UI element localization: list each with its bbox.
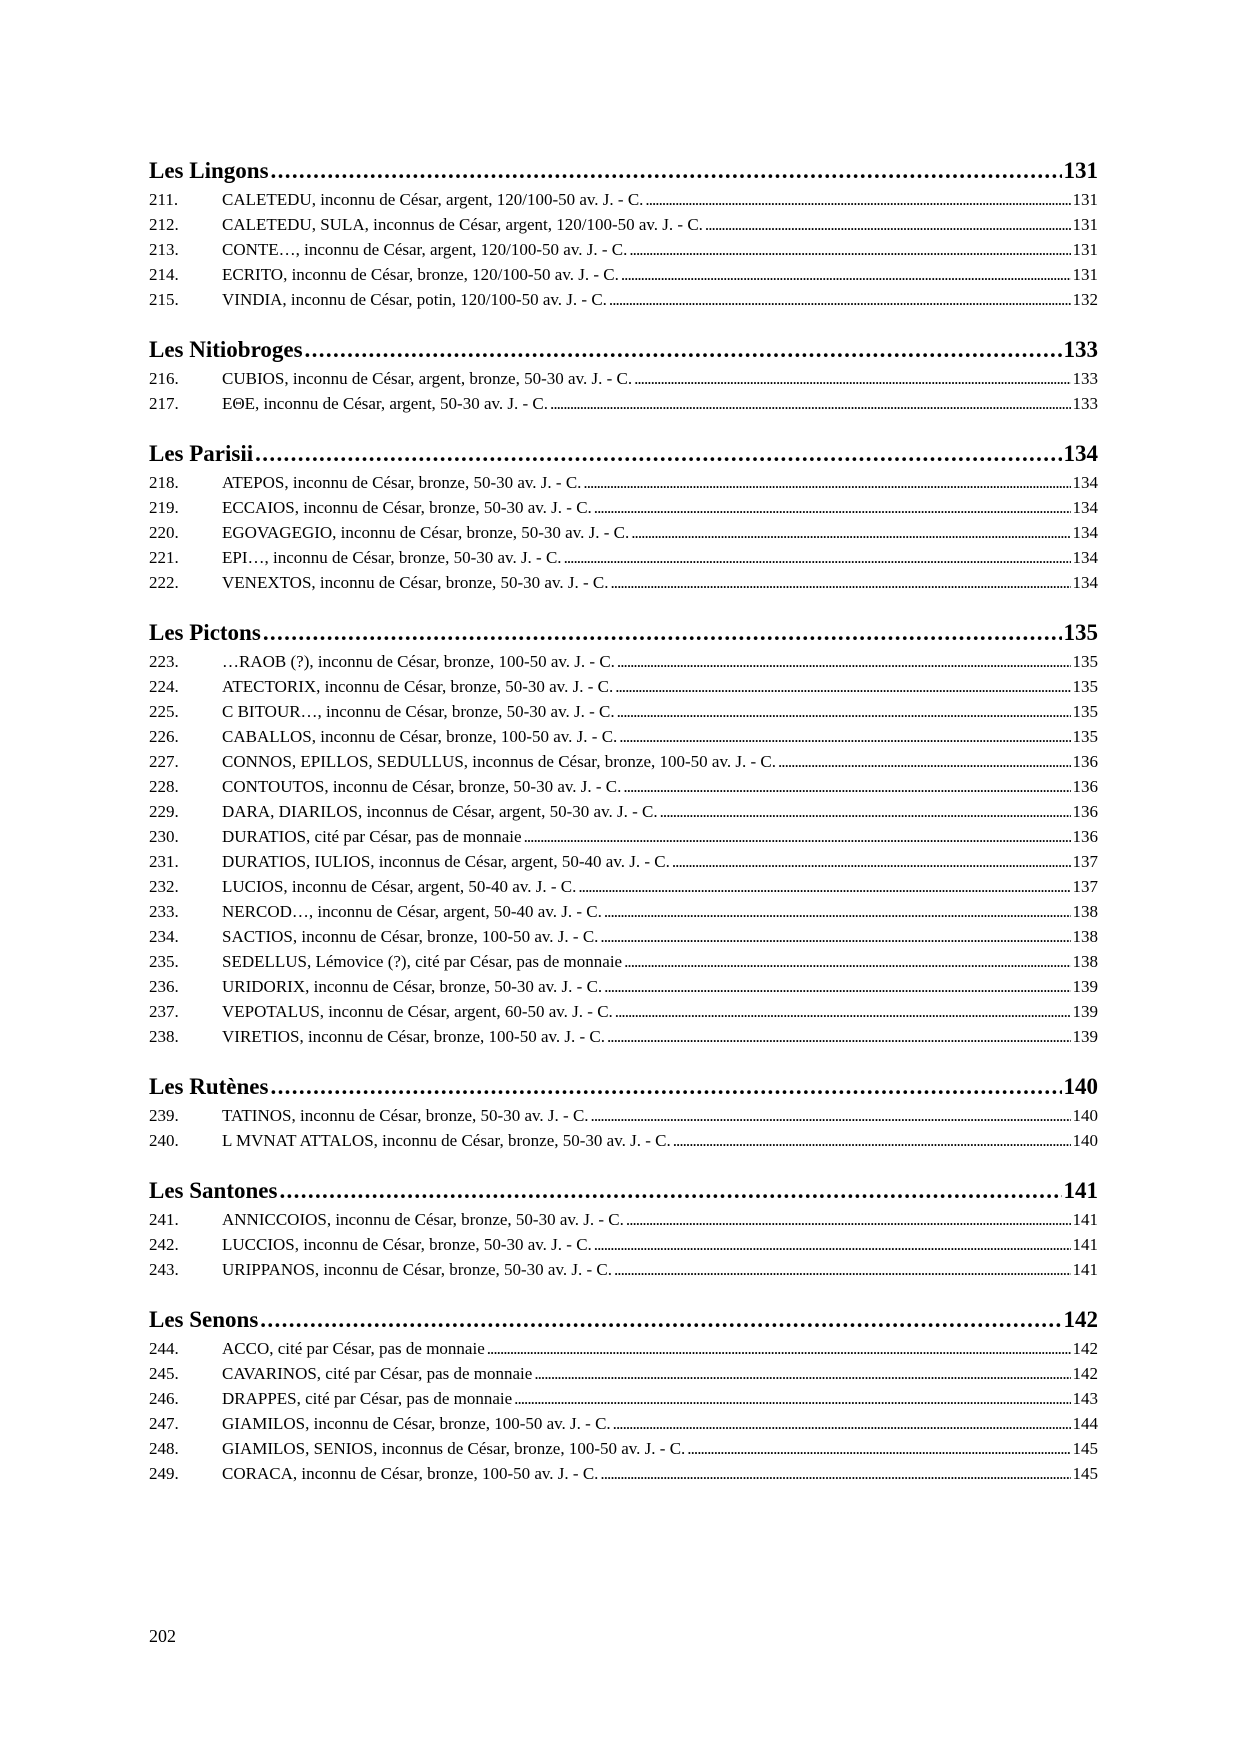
toc-section bbox=[149, 616, 1098, 1049]
entry-number: 222. bbox=[149, 573, 179, 592]
toc-entry[interactable] bbox=[149, 212, 1098, 237]
dot-leader bbox=[617, 699, 1071, 724]
section-heading[interactable] bbox=[149, 333, 1098, 366]
entry-page-number: 134 bbox=[1072, 573, 1098, 592]
entry-page-number: 145 bbox=[1072, 1464, 1098, 1483]
entry-page-number: 139 bbox=[1072, 977, 1098, 996]
entry-page-number: 136 bbox=[1072, 827, 1098, 846]
dot-leader bbox=[271, 154, 1062, 187]
entry-title: DURATIOS, IULIOS, inconnus de César, argent, 50-40 av. J. - C. bbox=[222, 852, 670, 871]
entry-title: VIRETIOS, inconnu de César, bronze, 100-50 av. J. - C. bbox=[222, 1027, 605, 1046]
entry-title: DARA, DIARILOS, inconnus de César, argent, 50-30 av. J. - C. bbox=[222, 802, 658, 821]
entry-title: DURATIOS, cité par César, pas de monnaie bbox=[222, 827, 522, 846]
entry-title: ACCO, cité par César, pas de monnaie bbox=[222, 1339, 485, 1358]
entry-title: CALETEDU, inconnu de César, argent, 120/100-50 av. J. - C. bbox=[222, 190, 644, 209]
entry-number: 216. bbox=[149, 369, 179, 388]
entry-page-number: 136 bbox=[1072, 777, 1098, 796]
entry-title: URIPPANOS, inconnu de César, bronze, 50-30 av. J. - C. bbox=[222, 1260, 612, 1279]
entry-number: 231. bbox=[149, 852, 179, 871]
entry-page-number: 135 bbox=[1072, 677, 1098, 696]
section-title: Les Parisii bbox=[149, 441, 254, 466]
dot-leader bbox=[600, 1461, 1070, 1486]
dot-leader bbox=[615, 674, 1070, 699]
entry-title: VINDIA, inconnu de César, potin, 120/100-50 av. J. - C. bbox=[222, 290, 607, 309]
section-heading[interactable] bbox=[149, 437, 1098, 470]
toc-section bbox=[149, 1303, 1098, 1486]
entry-page-number: 131 bbox=[1072, 215, 1098, 234]
entry-title: SEDELLUS, Lémovice (?), cité par César, pas de monnaie bbox=[222, 952, 623, 971]
section-page-number: 142 bbox=[1063, 1307, 1098, 1332]
entry-page-number: 133 bbox=[1072, 394, 1098, 413]
dot-leader bbox=[600, 924, 1070, 949]
dot-leader bbox=[621, 262, 1071, 287]
entry-number: 223. bbox=[149, 652, 179, 671]
dot-leader bbox=[514, 1386, 1070, 1411]
toc-entry[interactable] bbox=[149, 949, 1098, 974]
dot-leader bbox=[534, 1361, 1070, 1386]
entry-page-number: 136 bbox=[1072, 802, 1098, 821]
dot-leader bbox=[610, 570, 1070, 595]
toc-entry[interactable] bbox=[149, 749, 1098, 774]
section-page-number: 134 bbox=[1063, 441, 1098, 466]
entry-number: 218. bbox=[149, 473, 179, 492]
dot-leader bbox=[550, 391, 1070, 416]
entry-number: 214. bbox=[149, 265, 179, 284]
toc-entry[interactable] bbox=[149, 391, 1098, 416]
entry-page-number: 135 bbox=[1072, 652, 1098, 671]
toc-entry[interactable] bbox=[149, 899, 1098, 924]
entry-title: CONNOS, EPILLOS, SEDULLUS, inconnus de César, bronze, 100-50 av. J. - C. bbox=[222, 752, 776, 771]
dot-leader bbox=[672, 849, 1071, 874]
entry-title: VEPOTALUS, inconnu de César, argent, 60-50 av. J. - C. bbox=[222, 1002, 613, 1021]
entry-number: 230. bbox=[149, 827, 179, 846]
entry-page-number: 139 bbox=[1072, 1027, 1098, 1046]
entry-number: 229. bbox=[149, 802, 179, 821]
toc-entry[interactable] bbox=[149, 1336, 1098, 1361]
entry-title: L MVNAT ATTALOS, inconnu de César, bronze, 50-30 av. J. - C. bbox=[222, 1131, 671, 1150]
dot-leader bbox=[607, 1024, 1071, 1049]
entry-title: VENEXTOS, inconnu de César, bronze, 50-30 av. J. - C. bbox=[222, 573, 609, 592]
entry-number: 219. bbox=[149, 498, 179, 517]
entry-page-number: 131 bbox=[1072, 190, 1098, 209]
toc-entry[interactable] bbox=[149, 262, 1098, 287]
dot-leader bbox=[615, 999, 1071, 1024]
dot-leader bbox=[487, 1336, 1071, 1361]
dot-leader bbox=[594, 495, 1071, 520]
toc-entry[interactable] bbox=[149, 495, 1098, 520]
entry-page-number: 131 bbox=[1072, 265, 1098, 284]
entry-title: C BITOUR…, inconnu de César, bronze, 50-30 av. J. - C. bbox=[222, 702, 615, 721]
entry-title: EPI…, inconnu de César, bronze, 50-30 av. J. - C. bbox=[222, 548, 562, 567]
entry-title: CABALLOS, inconnu de César, bronze, 100-50 av. J. - C. bbox=[222, 727, 618, 746]
toc-section bbox=[149, 437, 1098, 595]
entry-number: 211. bbox=[149, 190, 179, 209]
toc-entry[interactable] bbox=[149, 799, 1098, 824]
toc-section bbox=[149, 333, 1098, 416]
toc-entry[interactable] bbox=[149, 824, 1098, 849]
entry-page-number: 141 bbox=[1072, 1260, 1098, 1279]
dot-leader bbox=[631, 520, 1070, 545]
entry-number: 217. bbox=[149, 394, 179, 413]
entry-page-number: 138 bbox=[1072, 902, 1098, 921]
dot-leader bbox=[594, 1232, 1071, 1257]
section-page-number: 135 bbox=[1063, 620, 1098, 645]
entry-title: NERCOD…, inconnu de César, argent, 50-40 av. J. - C. bbox=[222, 902, 602, 921]
entry-title: LUCIOS, inconnu de César, argent, 50-40 av. J. - C. bbox=[222, 877, 577, 896]
toc-section bbox=[149, 154, 1098, 312]
entry-page-number: 131 bbox=[1072, 240, 1098, 259]
entry-number: 215. bbox=[149, 290, 179, 309]
toc-entry[interactable] bbox=[149, 1386, 1098, 1411]
section-page-number: 133 bbox=[1063, 337, 1098, 362]
dot-leader bbox=[778, 749, 1071, 774]
toc-entry[interactable] bbox=[149, 187, 1098, 212]
toc-entry[interactable] bbox=[149, 1232, 1098, 1257]
entry-number: 238. bbox=[149, 1027, 179, 1046]
entry-title: CONTE…, inconnu de César, argent, 120/100-50 av. J. - C. bbox=[222, 240, 628, 259]
toc-entry[interactable] bbox=[149, 1257, 1098, 1282]
entry-title: URIDORIX, inconnu de César, bronze, 50-30 av. J. - C. bbox=[222, 977, 603, 996]
entry-title: TATINOS, inconnu de César, bronze, 50-30 av. J. - C. bbox=[222, 1106, 589, 1125]
entry-page-number: 134 bbox=[1072, 523, 1098, 542]
entry-page-number: 133 bbox=[1072, 369, 1098, 388]
entry-title: CORACA, inconnu de César, bronze, 100-50 av. J. - C. bbox=[222, 1464, 599, 1483]
entry-page-number: 142 bbox=[1072, 1339, 1098, 1358]
section-heading[interactable] bbox=[149, 154, 1098, 187]
entry-title: ECRITO, inconnu de César, bronze, 120/100-50 av. J. - C. bbox=[222, 265, 619, 284]
entry-number: 221. bbox=[149, 548, 179, 567]
toc-entry[interactable] bbox=[149, 1411, 1098, 1436]
entry-title: GIAMILOS, inconnu de César, bronze, 100-50 av. J. - C. bbox=[222, 1414, 611, 1433]
entry-title: LUCCIOS, inconnu de César, bronze, 50-30 av. J. - C. bbox=[222, 1235, 592, 1254]
toc-entry[interactable] bbox=[149, 366, 1098, 391]
toc-entry[interactable] bbox=[149, 1024, 1098, 1049]
dot-leader bbox=[564, 545, 1071, 570]
entry-number: 213. bbox=[149, 240, 179, 259]
dot-leader bbox=[614, 1257, 1071, 1282]
toc-entry[interactable] bbox=[149, 545, 1098, 570]
dot-leader bbox=[705, 212, 1071, 237]
entry-number: 235. bbox=[149, 952, 179, 971]
section-heading[interactable] bbox=[149, 1070, 1098, 1103]
entry-page-number: 137 bbox=[1072, 852, 1098, 871]
toc-entry[interactable] bbox=[149, 849, 1098, 874]
section-title: Les Nitiobroges bbox=[149, 337, 303, 362]
entry-page-number: 141 bbox=[1072, 1210, 1098, 1229]
entry-page-number: 142 bbox=[1072, 1364, 1098, 1383]
toc-section bbox=[149, 1174, 1098, 1282]
entry-page-number: 140 bbox=[1072, 1106, 1098, 1125]
dot-leader bbox=[604, 974, 1070, 999]
entry-number: 241. bbox=[149, 1210, 179, 1229]
section-title: Les Santones bbox=[149, 1178, 278, 1203]
dot-leader bbox=[673, 1128, 1071, 1153]
entry-number: 244. bbox=[149, 1339, 179, 1358]
toc-entry[interactable] bbox=[149, 1361, 1098, 1386]
toc-entry[interactable] bbox=[149, 470, 1098, 495]
dot-leader bbox=[623, 774, 1070, 799]
entry-page-number: 135 bbox=[1072, 702, 1098, 721]
entry-number: 232. bbox=[149, 877, 179, 896]
toc-entry[interactable] bbox=[149, 924, 1098, 949]
toc-entry[interactable] bbox=[149, 774, 1098, 799]
section-title: Les Rutènes bbox=[149, 1074, 269, 1099]
entry-page-number: 135 bbox=[1072, 727, 1098, 746]
dot-leader bbox=[578, 874, 1070, 899]
toc-entry[interactable] bbox=[149, 520, 1098, 545]
entry-page-number: 136 bbox=[1072, 752, 1098, 771]
dot-leader bbox=[624, 949, 1070, 974]
toc-entry[interactable] bbox=[149, 237, 1098, 262]
entry-number: 236. bbox=[149, 977, 179, 996]
entry-page-number: 138 bbox=[1072, 927, 1098, 946]
entry-title: CAVARINOS, cité par César, pas de monnaie bbox=[222, 1364, 533, 1383]
toc-entry[interactable] bbox=[149, 570, 1098, 595]
entry-page-number: 143 bbox=[1072, 1389, 1098, 1408]
entry-number: 237. bbox=[149, 1002, 179, 1021]
section-page-number: 131 bbox=[1063, 158, 1098, 183]
entry-number: 225. bbox=[149, 702, 179, 721]
table-of-contents bbox=[149, 154, 1098, 1507]
entry-number: 233. bbox=[149, 902, 179, 921]
entry-page-number: 144 bbox=[1072, 1414, 1098, 1433]
entry-title: EΘE, inconnu de César, argent, 50-30 av. J. - C. bbox=[222, 394, 549, 413]
entry-page-number: 132 bbox=[1072, 290, 1098, 309]
entry-page-number: 139 bbox=[1072, 1002, 1098, 1021]
dot-leader bbox=[613, 1411, 1071, 1436]
entry-page-number: 137 bbox=[1072, 877, 1098, 896]
toc-entry[interactable] bbox=[149, 1128, 1098, 1153]
section-page-number: 141 bbox=[1063, 1178, 1098, 1203]
toc-entry[interactable] bbox=[149, 1207, 1098, 1232]
toc-entry[interactable] bbox=[149, 1461, 1098, 1486]
entry-number: 212. bbox=[149, 215, 179, 234]
entry-number: 246. bbox=[149, 1389, 179, 1408]
entry-number: 234. bbox=[149, 927, 179, 946]
dot-leader bbox=[626, 1207, 1071, 1232]
entry-title: EGOVAGEGIO, inconnu de César, bronze, 50-30 av. J. - C. bbox=[222, 523, 630, 542]
entry-number: 239. bbox=[149, 1106, 179, 1125]
toc-entry[interactable] bbox=[149, 1103, 1098, 1128]
entry-page-number: 138 bbox=[1072, 952, 1098, 971]
entry-number: 224. bbox=[149, 677, 179, 696]
entry-page-number: 134 bbox=[1072, 548, 1098, 567]
section-heading[interactable] bbox=[149, 616, 1098, 649]
entry-page-number: 141 bbox=[1072, 1235, 1098, 1254]
toc-entry[interactable] bbox=[149, 649, 1098, 674]
entry-number: 247. bbox=[149, 1414, 179, 1433]
dot-leader bbox=[660, 799, 1071, 824]
entry-title: DRAPPES, cité par César, pas de monnaie bbox=[222, 1389, 513, 1408]
dot-leader bbox=[255, 437, 1061, 470]
section-page-number: 140 bbox=[1063, 1074, 1098, 1099]
entry-title: ANNICCOIOS, inconnu de César, bronze, 50-30 av. J. - C. bbox=[222, 1210, 624, 1229]
entry-title: GIAMILOS, SENIOS, inconnus de César, bronze, 100-50 av. J. - C. bbox=[222, 1439, 686, 1458]
dot-leader bbox=[305, 333, 1062, 366]
entry-number: 242. bbox=[149, 1235, 179, 1254]
entry-number: 249. bbox=[149, 1464, 179, 1483]
entry-number: 248. bbox=[149, 1439, 179, 1458]
entry-number: 243. bbox=[149, 1260, 179, 1279]
entry-title: ECCAIOS, inconnu de César, bronze, 50-30 av. J. - C. bbox=[222, 498, 592, 517]
toc-entry[interactable] bbox=[149, 999, 1098, 1024]
entry-title: ATEPOS, inconnu de César, bronze, 50-30 av. J. - C. bbox=[222, 473, 582, 492]
entry-title: CONTOUTOS, inconnu de César, bronze, 50-30 av. J. - C. bbox=[222, 777, 622, 796]
section-title: Les Lingons bbox=[149, 158, 269, 183]
entry-page-number: 140 bbox=[1072, 1131, 1098, 1150]
entry-page-number: 134 bbox=[1072, 498, 1098, 517]
dot-leader bbox=[583, 470, 1070, 495]
dot-leader bbox=[645, 187, 1070, 212]
entry-page-number: 134 bbox=[1072, 473, 1098, 492]
entry-number: 228. bbox=[149, 777, 179, 796]
dot-leader bbox=[524, 824, 1071, 849]
dot-leader bbox=[279, 1174, 1061, 1207]
entry-number: 245. bbox=[149, 1364, 179, 1383]
toc-entry[interactable] bbox=[149, 699, 1098, 724]
dot-leader bbox=[591, 1103, 1071, 1128]
toc-section bbox=[149, 1070, 1098, 1153]
dot-leader bbox=[687, 1436, 1070, 1461]
entry-number: 227. bbox=[149, 752, 179, 771]
entry-title: SACTIOS, inconnu de César, bronze, 100-50 av. J. - C. bbox=[222, 927, 599, 946]
entry-title: …RAOB (?), inconnu de César, bronze, 100-50 av. J. - C. bbox=[222, 652, 615, 671]
section-heading[interactable] bbox=[149, 1303, 1098, 1336]
page-number: 202 bbox=[149, 1626, 176, 1646]
dot-leader bbox=[617, 649, 1071, 674]
dot-leader bbox=[629, 237, 1070, 262]
dot-leader bbox=[604, 899, 1071, 924]
toc-entry[interactable] bbox=[149, 974, 1098, 999]
dot-leader bbox=[260, 1303, 1061, 1336]
entry-number: 220. bbox=[149, 523, 179, 542]
toc-entry[interactable] bbox=[149, 1436, 1098, 1461]
entry-page-number: 145 bbox=[1072, 1439, 1098, 1458]
dot-leader bbox=[619, 724, 1070, 749]
dot-leader bbox=[270, 1070, 1061, 1103]
entry-number: 240. bbox=[149, 1131, 179, 1150]
entry-title: ATECTORIX, inconnu de César, bronze, 50-30 av. J. - C. bbox=[222, 677, 614, 696]
section-heading[interactable] bbox=[149, 1174, 1098, 1207]
toc-entry[interactable] bbox=[149, 287, 1098, 312]
dot-leader bbox=[263, 616, 1062, 649]
section-title: Les Senons bbox=[149, 1307, 259, 1332]
dot-leader bbox=[609, 287, 1071, 312]
entry-title: CUBIOS, inconnu de César, argent, bronze, 50-30 av. J. - C. bbox=[222, 369, 633, 388]
toc-entry[interactable] bbox=[149, 874, 1098, 899]
toc-entry[interactable] bbox=[149, 724, 1098, 749]
entry-title: CALETEDU, SULA, inconnus de César, argent, 120/100-50 av. J. - C. bbox=[222, 215, 703, 234]
section-title: Les Pictons bbox=[149, 620, 261, 645]
dot-leader bbox=[634, 366, 1070, 391]
entry-number: 226. bbox=[149, 727, 179, 746]
toc-entry[interactable] bbox=[149, 674, 1098, 699]
